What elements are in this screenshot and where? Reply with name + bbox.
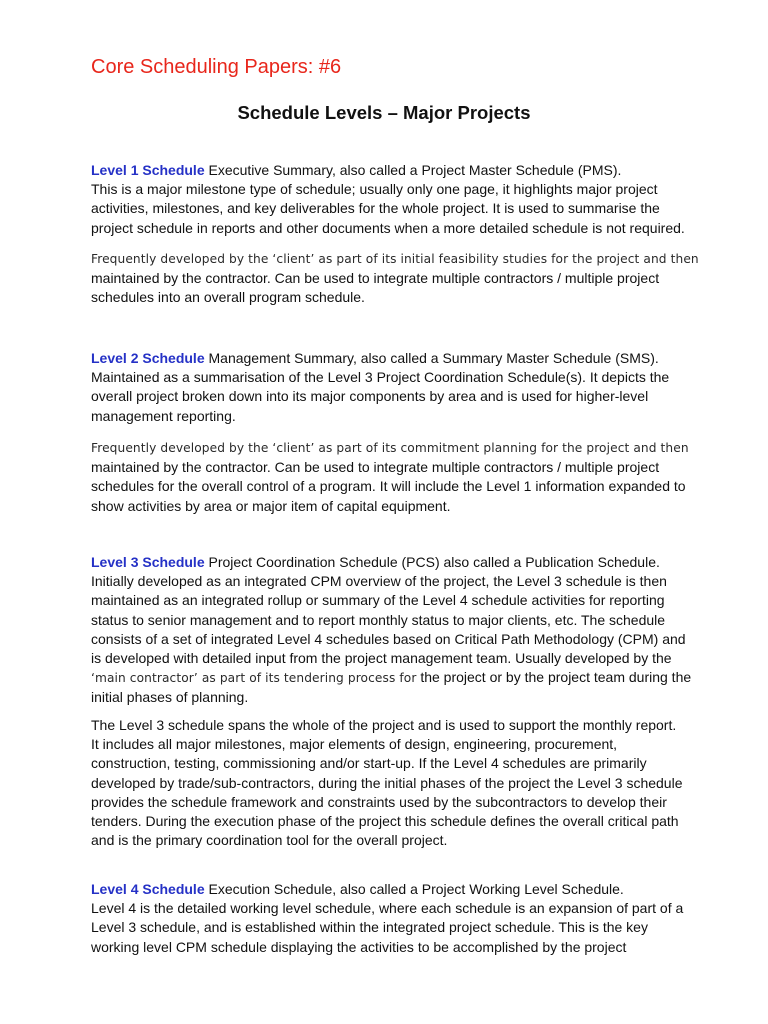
level-2-label: Level 2 Schedule <box>91 350 205 366</box>
level-1-label: Level 1 Schedule <box>91 162 205 178</box>
level-3-line: maintained as an integrated rollup or summary of the Level 4 schedule activities for reporting <box>91 592 665 609</box>
level-2-note-line: schedules for the overall control of a program. It will include the Level 1 information expanded to <box>91 478 686 495</box>
level-1-summary: Executive Summary, also called a Project Master Schedule (PMS). <box>204 162 622 178</box>
level-4-line: Level 3 schedule, and is established within the integrated project schedule. This is the key <box>91 919 648 936</box>
level-3-line: Initially developed as an integrated CPM overview of the project, the Level 3 schedule is then <box>91 573 667 590</box>
level-4-summary: Execution Schedule, also called a Project Working Level Schedule. <box>204 881 624 897</box>
level-3-label: Level 3 Schedule <box>91 554 205 570</box>
level-1-line: activities, milestones, and key deliverables for the whole project. It is used to summarise the <box>91 200 660 217</box>
level-4-heading-line <box>91 880 691 899</box>
level-3-line: status to senior management and to report monthly status to major clients, etc. The schedule <box>91 611 666 628</box>
document-title: Schedule Levels – Major Projects <box>237 102 531 123</box>
level-1-line: project schedule in reports and other documents when a more detailed schedule is not required. <box>91 219 685 236</box>
level-4-label: Level 4 Schedule <box>91 881 205 897</box>
level-4-line: working level CPM schedule displaying the activities to be accomplished by the project <box>91 938 627 955</box>
level-1-heading-line <box>91 161 691 180</box>
level-3-line: initial phases of planning. <box>91 689 249 706</box>
level-3-paragraph-2 <box>91 716 691 850</box>
level-3-mixed-rest: the project or by the project team during the <box>416 669 692 686</box>
level-3-p2-line: The Level 3 schedule spans the whole of the project and is used to support the monthly report. <box>91 717 677 733</box>
level-1-note <box>91 250 699 308</box>
level-2-section <box>91 349 691 426</box>
level-3-line: consists of a set of integrated Level 4 schedules based on Critical Path Methodology (CPM) and <box>91 630 686 647</box>
level-3-p2-line: tenders. During the execution phase of the project this schedule defines the overall critical path <box>91 813 679 830</box>
level-3-p2-line: It includes all major milestones, major elements of design, engineering, procurement, <box>91 736 618 753</box>
level-3-line: is developed with detailed input from the project management team. Usually developed by the <box>91 650 672 667</box>
level-3-mixed-line <box>91 668 691 688</box>
level-3-heading-line <box>91 553 691 572</box>
level-1-note-line: maintained by the contractor. Can be used to integrate multiple contractors / multiple project <box>91 270 660 287</box>
level-3-p2-line: and is the primary coordination tool for the overall project. <box>91 832 448 849</box>
level-2-note-line: maintained by the contractor. Can be used to integrate multiple contractors / multiple project <box>91 459 660 476</box>
level-2-summary: Management Summary, also called a Summary Master Schedule (SMS). <box>204 350 659 366</box>
level-2-note-line: show activities by area or major item of capital equipment. <box>91 497 451 514</box>
level-3-p2-line: developed by trade/sub-contractors, during the initial phases of the project the Level 3 schedule <box>91 774 683 791</box>
level-1-line: This is a major milestone type of schedule; usually only one page, it highlights major project <box>91 181 658 198</box>
level-3-mixed-light: ‘main contractor’ as part of its tendering process for <box>91 671 417 686</box>
level-1-section <box>91 161 691 238</box>
level-3-p2-line: provides the schedule framework and constraints used by the subcontractors to develop their <box>91 793 667 810</box>
level-3-p2-line: construction, testing, commissioning and/or start-up. If the Level 4 schedules are primarily <box>91 755 647 772</box>
series-title: Core Scheduling Papers: #6 <box>91 56 342 78</box>
level-2-note <box>91 439 691 516</box>
level-2-heading-line <box>91 349 691 368</box>
level-1-note-line: schedules into an overall program schedule. <box>91 289 365 306</box>
level-1-note-lead: Frequently developed by the ‘client’ as part of its initial feasibility studies for the project and then <box>91 252 699 266</box>
level-4-section <box>91 880 691 957</box>
level-3-section <box>91 553 691 708</box>
level-3-summary: Project Coordination Schedule (PCS) also called a Publication Schedule. <box>204 554 660 570</box>
level-2-line: management reporting. <box>91 407 236 424</box>
level-2-line: Maintained as a summarisation of the Level 3 Project Coordination Schedule(s). It depicts the <box>91 369 670 386</box>
level-4-line: Level 4 is the detailed working level schedule, where each schedule is an expansion of part of a <box>91 900 684 917</box>
level-2-line: overall project broken down into its major components by area and is used for higher-level <box>91 388 649 405</box>
level-2-note-lead: Frequently developed by the ‘client’ as part of its commitment planning for the project and then <box>91 441 689 455</box>
